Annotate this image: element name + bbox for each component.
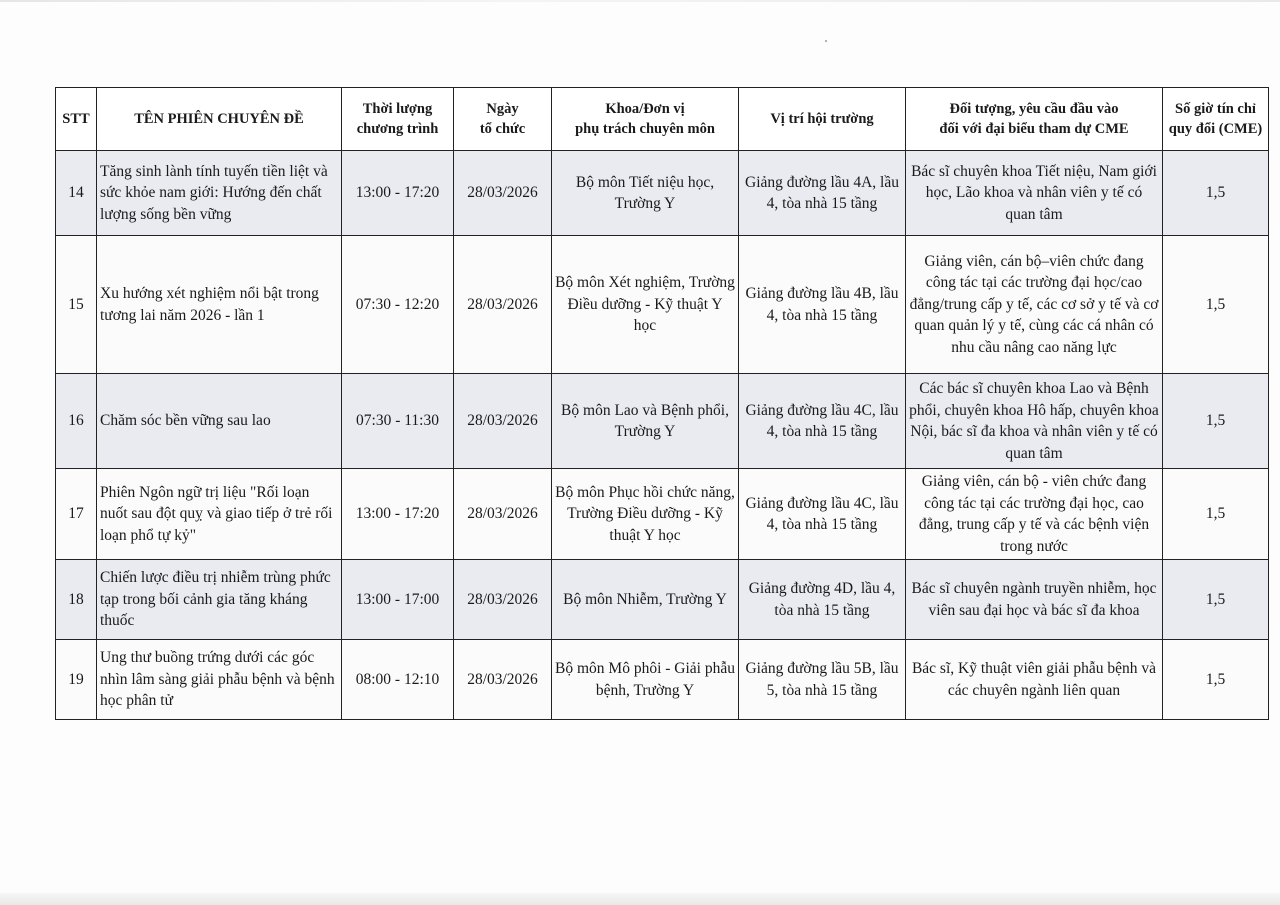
header-credits: Số giờ tín chỉ quy đổi (CME) [1163,88,1269,151]
cell-audience: Giảng viên, cán bộ - viên chức đang công tác tại các trường đại học, cao đẳng, trung cấp y tế và các bệnh viện trong nước [906,469,1163,560]
cell-date: 28/03/2026 [454,151,552,236]
cell-date: 28/03/2026 [454,640,552,720]
header-row [56,88,1269,151]
table-row [56,374,1269,469]
cell-title: Chăm sóc bền vững sau lao [97,374,342,469]
table-row [56,640,1269,720]
table-row [56,469,1269,560]
cell-title: Chiến lược điều trị nhiễm trùng phức tạp trong bối cảnh gia tăng kháng thuốc [97,560,342,640]
header-stt: STT [56,88,97,151]
cell-audience: Bác sĩ chuyên ngành truyền nhiễm, học viên sau đại học và bác sĩ đa khoa [906,560,1163,640]
table-row [56,560,1269,640]
cell-dept: Bộ môn Mô phôi - Giải phẫu bệnh, Trường Y [552,640,739,720]
cell-location: Giảng đường lầu 4C, lầu 4, tòa nhà 15 tầng [739,374,906,469]
header-location: Vị trí hội trường [739,88,906,151]
scan-edge-bottom [0,893,1280,905]
cell-title: Xu hướng xét nghiệm nổi bật trong tương lai năm 2026 - lần 1 [97,236,342,374]
cell-location: Giảng đường lầu 4B, lầu 4, tòa nhà 15 tầng [739,236,906,374]
table-row [56,236,1269,374]
cell-title: Ung thư buồng trứng dưới các góc nhìn lâm sàng giải phẫu bệnh và bệnh học phân tử [97,640,342,720]
cell-date: 28/03/2026 [454,374,552,469]
cell-credits: 1,5 [1163,560,1269,640]
cell-duration: 13:00 - 17:20 [342,469,454,560]
cell-title: Tăng sinh lành tính tuyến tiền liệt và sức khỏe nam giới: Hướng đến chất lượng sống bền vững [97,151,342,236]
cell-credits: 1,5 [1163,151,1269,236]
cell-location: Giảng đường lầu 4C, lầu 4, tòa nhà 15 tầng [739,469,906,560]
cell-duration: 13:00 - 17:00 [342,560,454,640]
cell-date: 28/03/2026 [454,236,552,374]
header-date: Ngày tổ chức [454,88,552,151]
header-duration: Thời lượng chương trình [342,88,454,151]
cell-stt: 14 [56,151,97,236]
cell-duration: 07:30 - 11:30 [342,374,454,469]
table-row [56,151,1269,236]
cell-stt: 19 [56,640,97,720]
cell-duration: 08:00 - 12:10 [342,640,454,720]
scan-edge-top [0,0,1280,2]
cell-title: Phiên Ngôn ngữ trị liệu "Rối loạn nuốt sau đột quỵ và giao tiếp ở trẻ rối loạn phổ tự kỷ" [97,469,342,560]
header-audience: Đối tượng, yêu cầu đầu vào đối với đại biểu tham dự CME [906,88,1163,151]
cell-dept: Bộ môn Nhiễm, Trường Y [552,560,739,640]
cell-stt: 18 [56,560,97,640]
cell-credits: 1,5 [1163,374,1269,469]
header-dept: Khoa/Đơn vị phụ trách chuyên môn [552,88,739,151]
scan-speck [825,40,827,42]
cell-credits: 1,5 [1163,236,1269,374]
cell-dept: Bộ môn Xét nghiệm, Trường Điều dưỡng - Kỹ thuật Y học [552,236,739,374]
cell-audience: Bác sĩ, Kỹ thuật viên giải phẫu bệnh và các chuyên ngành liên quan [906,640,1163,720]
cell-duration: 07:30 - 12:20 [342,236,454,374]
cme-sessions-table [55,87,1269,720]
cell-credits: 1,5 [1163,469,1269,560]
cell-stt: 17 [56,469,97,560]
header-title: TÊN PHIÊN CHUYÊN ĐỀ [97,88,342,151]
cell-stt: 15 [56,236,97,374]
cell-date: 28/03/2026 [454,469,552,560]
cell-audience: Giảng viên, cán bộ–viên chức đang công tác tại các trường đại học/cao đẳng/trung cấp y tế, các cơ sở y tế và cơ quan quản lý y tế, cùng các cá nhân có nhu cầu nâng cao năng lực [906,236,1163,374]
cell-date: 28/03/2026 [454,560,552,640]
cell-location: Giảng đường lầu 4A, lầu 4, tòa nhà 15 tầng [739,151,906,236]
cell-audience: Bác sĩ chuyên khoa Tiết niệu, Nam giới học, Lão khoa và nhân viên y tế có quan tâm [906,151,1163,236]
cell-dept: Bộ môn Phục hồi chức năng, Trường Điều dưỡng - Kỹ thuật Y học [552,469,739,560]
cell-credits: 1,5 [1163,640,1269,720]
cell-dept: Bộ môn Lao và Bệnh phổi, Trường Y [552,374,739,469]
cell-location: Giảng đường lầu 5B, lầu 5, tòa nhà 15 tầng [739,640,906,720]
cell-duration: 13:00 - 17:20 [342,151,454,236]
cell-dept: Bộ môn Tiết niệu học, Trường Y [552,151,739,236]
cell-audience: Các bác sĩ chuyên khoa Lao và Bệnh phổi, chuyên khoa Hô hấp, chuyên khoa Nội, bác sĩ đa khoa và nhân viên y tế có quan tâm [906,374,1163,469]
cell-stt: 16 [56,374,97,469]
cell-location: Giảng đường 4D, lầu 4, tòa nhà 15 tầng [739,560,906,640]
